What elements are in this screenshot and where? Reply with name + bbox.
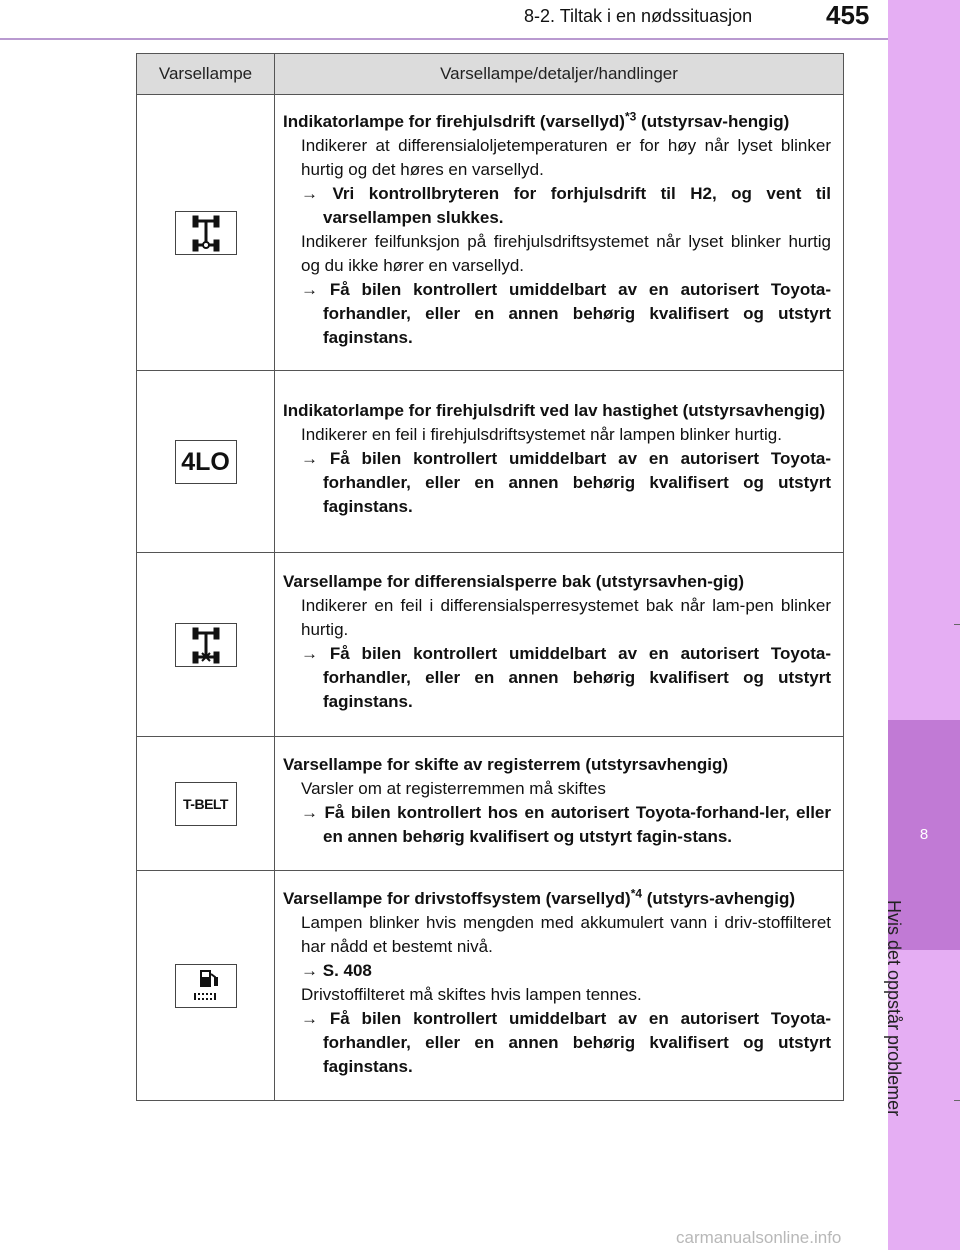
action-step [283,278,831,350]
lamp-title-text: Indikatorlampe for firehjulsdrift ved lav hastighet (utstyrsavhengig) [283,400,826,420]
details-cell [275,553,844,737]
page-number: 455 [826,0,870,30]
section-title: 8-2. Tiltak i en nødssituasjon [524,6,753,26]
warning-lamp-table [136,53,844,1101]
lamp-title [283,753,831,777]
lamp-title [283,570,831,594]
column-header-lamp: Varsellampe [137,54,275,95]
rear-diff-lock-icon [175,623,237,667]
fuel-system-icon [175,964,237,1008]
details-cell [275,737,844,871]
lamp-title-suffix: (utstyrs-avhengig) [642,888,796,908]
lamp-title [283,887,831,911]
arrow-icon: → [301,183,333,203]
table-row [137,871,844,1101]
chapter-title-container [884,900,930,1140]
rear-diff-lock-icon-graphic [176,624,236,666]
arrow-icon: → [301,960,323,980]
footnote-ref: *4 [630,885,643,900]
footnote-ref: *3 [624,108,637,123]
action-step [283,959,831,983]
lamp-title-text: Varsellampe for drivstoffsystem (varsellyd) [283,888,631,908]
action-step [283,1007,831,1079]
lamp-cell [137,737,275,871]
column-header-details: Varsellampe/detaljer/handlinger [275,54,844,95]
chapter-number: 8 [919,826,929,843]
chapter-title: Hvis det oppstår problemer [884,900,904,1117]
lamp-title [283,399,831,423]
details-cell [275,871,844,1101]
description-text: Indikerer en feil i differensialsperresystemet bak når lam-pen blinker hurtig. [301,595,831,639]
action-step [283,801,831,849]
fuel-system-icon-graphic [176,965,236,1007]
4lo-indicator-icon: 4LO [175,440,237,484]
table-row [137,371,844,553]
action-text: Få bilen kontrollert umiddelbart av en autorisert Toyota-forhandler, eller en annen behørig kvalifisert og utstyrt faginstans. [323,643,831,711]
action-step [283,642,831,714]
table-row [137,95,844,371]
margin-tick [954,1100,960,1101]
margin-tick [954,624,960,625]
action-step [283,447,831,519]
header-rule [0,38,888,40]
description-text: Drivstoffilteret må skiftes hvis lampen tennes. [301,984,642,1004]
lamp-title [283,110,831,134]
action-text: Få bilen kontrollert umiddelbart av en autorisert Toyota-forhandler, eller en annen behørig kvalifisert og utstyrt faginstans. [323,448,831,516]
watermark: carmanualsonline.info [676,1228,842,1247]
description-text: Indikerer at differensialoljetemperaturen er for høy når lyset blinker hurtig og det høres en varsellyd. [301,135,831,179]
action-step [283,182,831,230]
action-text: Vri kontrollbryteren for forhjulsdrift til H2, og vent til varsellampen slukkes. [323,183,831,227]
description-text: Indikerer feilfunksjon på firehjulsdriftsystemet når lyset blinker hurtig og du ikke hører en varsellyd. [301,231,831,275]
description-text: Indikerer en feil i firehjulsdriftsystemet når lampen blinker hurtig. [301,424,782,444]
lamp-title-text: Varsellampe for differensialsperre bak (utstyrsavhen-gig) [283,571,745,591]
action-text: Få bilen kontrollert hos en autorisert Toyota-forhand-ler, eller en annen behørig kvalifisert og utstyrt fagin-stans. [323,802,831,846]
4wd-indicator-icon-graphic [176,212,236,254]
4wd-indicator-icon [175,211,237,255]
action-text: S. 408 [322,960,372,980]
details-cell [275,371,844,553]
lamp-cell [137,553,275,737]
arrow-icon: → [301,643,330,663]
description-text: Lampen blinker hvis mengden med akkumulert vann i driv-stoffilteret har nådd et bestemt nivå. [301,912,831,956]
arrow-icon: → [301,279,330,299]
table-row [137,553,844,737]
lamp-title-suffix: (utstyrsav-hengig) [636,111,790,131]
description-text: Varsler om at registerremmen må skiftes [301,778,606,798]
action-text: Få bilen kontrollert umiddelbart av en autorisert Toyota-forhandler, eller en annen behørig kvalifisert og utstyrt faginstans. [323,279,831,347]
lamp-cell [137,871,275,1101]
details-cell [275,95,844,371]
arrow-icon: → [301,1008,330,1028]
lamp-cell [137,95,275,371]
lamp-cell [137,371,275,553]
t-belt-indicator-icon: T-BELT [175,782,237,826]
lamp-title-text: Varsellampe for skifte av registerrem (utstyrsavhengig) [283,754,729,774]
table-row [137,737,844,871]
lamp-title-text: Indikatorlampe for firehjulsdrift (varsellyd) [283,111,625,131]
action-text: Få bilen kontrollert umiddelbart av en autorisert Toyota-forhandler, eller en annen behørig kvalifisert og utstyrt faginstans. [323,1008,831,1076]
arrow-icon: → [301,802,325,822]
arrow-icon: → [301,448,330,468]
